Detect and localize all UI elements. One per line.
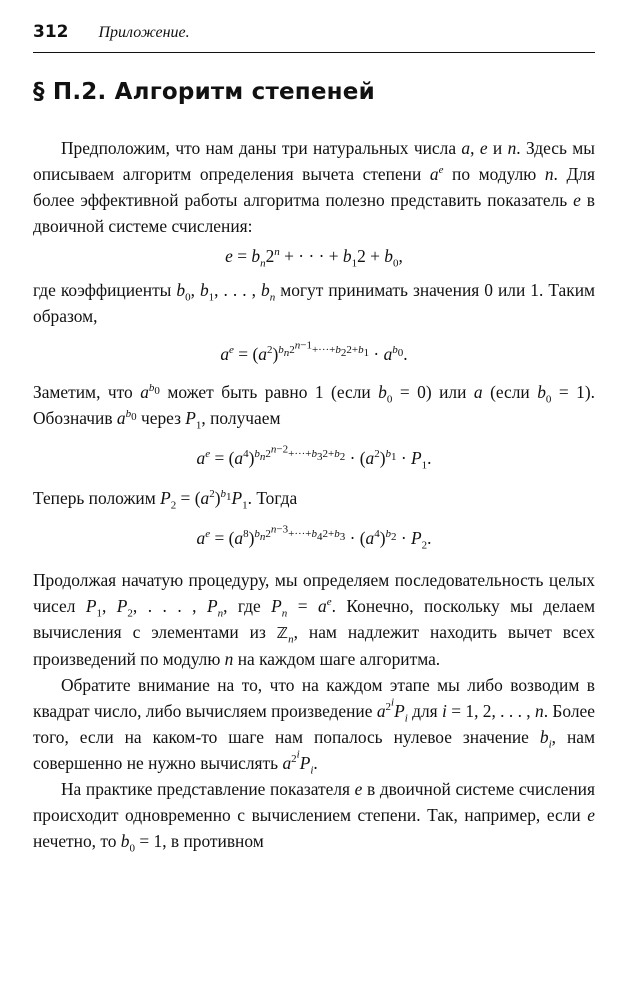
paragraph-1: Предположим, что нам даны три натуральных числа a, e и n. Здесь мы описываем алгоритм определения вычета степени $a^e$ по модулю n. Для более эффективной работы алгоритма полезно представить показатель e в двоичной системе счисления:: [33, 138, 595, 236]
formula-3: $a^e = (a^4)^{b_n2^{n-2}+\cdot\cdot\cdot+b_32+b_2} \cdot (a^2)^{b_1} \cdot P_1$.: [196, 443, 432, 472]
running-title: Приложение.: [98, 24, 190, 41]
formula-4: $a^e = (a^8)^{b_n2^{n-3}+\cdot\cdot\cdot+b_42+b_3} \cdot (a^4)^{b_2} \cdot P_2$.: [196, 523, 432, 552]
formula-2: $a^e = (a^2)^{b_n2^{n-1}+\cdot\cdot\cdot+b_22+b_1} \cdot a^{b_0}$.: [220, 339, 408, 364]
running-header: [33, 22, 595, 53]
paragraph-3: Заметим, что $a^{b_0}$ может быть равно 1 (если $b_0 = 0$) или a (если $b_0 = 1$). Обозначив $a^{b_0}$ через $P_1$, получаем: [33, 382, 596, 432]
section-title: § П.2. Алгоритм степеней: [33, 79, 375, 105]
paragraph-5: Продолжая начатую процедуру, мы определяем последовательность целых чисел $P_1$, $P_2$, . . . , $P_n$, где $P_n = a^e$. Конечно, поскольку мы делаем вычисления с элементами из ℤ$_n$, нам надлежит находить вычет всех произведений по модулю n на каждом шаге алгоритма.: [33, 570, 595, 669]
paragraph-2: где коэффициенты $b_0$, $b_1$, . . . , $b_n$ могут принимать значения 0 или 1. Таким образом,: [33, 280, 596, 326]
paragraph-7: На практике представление показателя e в двоичной системе счисления происходит одновременно с вычислением степени. Так, например, если e нечетно, то $b_0 = 1$, в противном: [33, 779, 595, 855]
page-number: 312: [33, 22, 69, 42]
book-page: [33, 22, 595, 854]
paragraph-4: Теперь положим $P_2 = (a^2)^{b_1}P_1$. Тогда: [33, 488, 298, 512]
paragraph-6: Обратите внимание на то, что на каждом этапе мы либо возводим в квадрат число, либо вычисляем произведение $a^{2^i}P_i$ для i = 1, 2, . . . , n. Более того, если на каком-то шаге нам попалось нулевое значение $b_i$, нам совершенно не нужно вычислять $a^{2^i}P_i$.: [33, 675, 595, 777]
formula-binary-expansion: $e = b_n2^n$ + · · · + $b_12 + b_0$,: [225, 246, 403, 270]
